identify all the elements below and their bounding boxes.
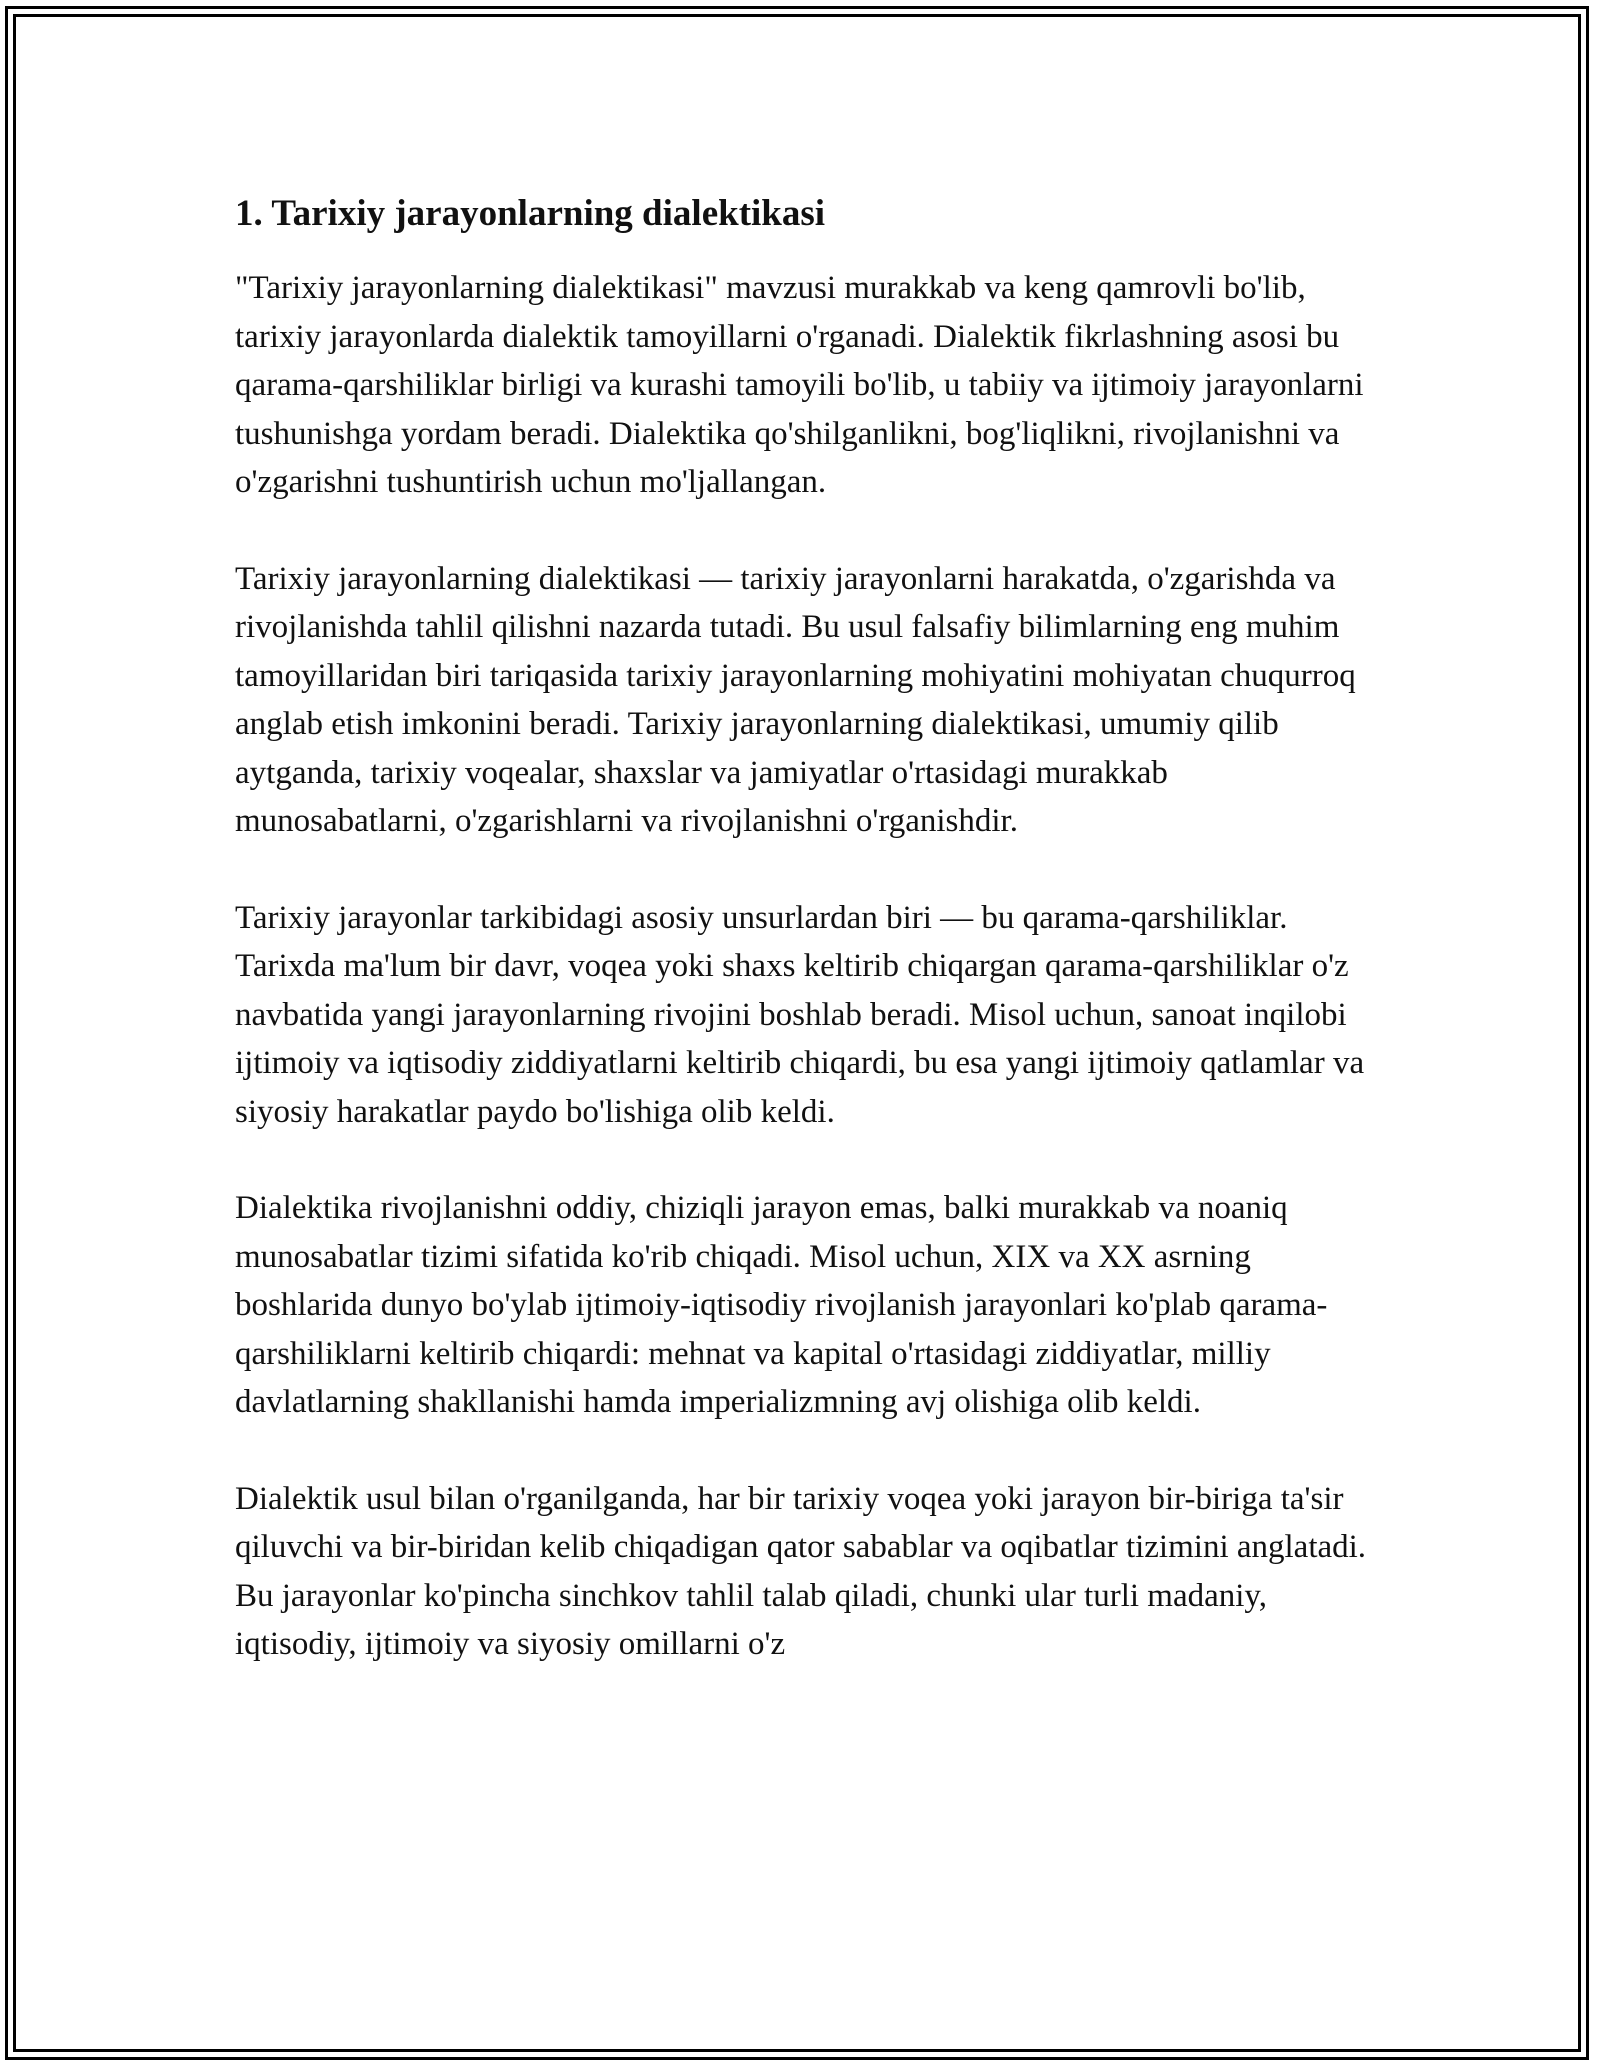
paragraph-2: Tarixiy jarayonlarning dialektikasi — tarixiy jarayonlarni harakatda, o'zgarishda va rivojlanishda tahlil qilishni nazarda tutadi. Bu usul falsafiy bilimlarning eng muhim tamoyillaridan biri tariqasida tarixiy jarayonlarning mohiyatini mohiyatan chuqurroq anglab etish imkonini beradi. Tarixiy jarayonlarning dialektikasi, umumiy qilib aytganda, tarixiy voqealar, shaxslar va jamiyatlar o'rtasidagi murakkab munosabatlarni, o'zgarishlarni va rivojlanishni o'rganishdir. (235, 560, 1356, 839)
document-body (235, 186, 1375, 1717)
paragraph-3: Tarixiy jarayonlar tarkibidagi asosiy unsurlardan biri — bu qarama-qarshiliklar. Tarixda ma'lum bir davr, voqea yoki shaxs keltirib chiqargan qarama-qarshiliklar o'z navbatida yangi jarayonlarning rivojini boshlab beradi. Misol uchun, sanoat inqilobi ijtimoiy va iqtisodiy ziddiyatlarni keltirib chiqardi, bu esa yangi ijtimoiy qatlamlar va siyosiy harakatlar paydo bo'lishiga olib keldi. (235, 899, 1365, 1130)
paragraph-1: "Tarixiy jarayonlarning dialektikasi" mavzusi murakkab va keng qamrovli bo'lib, tarixiy jarayonlarda dialektik tamoyillarni o'rganadi. Dialektik fikrlashning asosi bu qarama-qarshiliklar birligi va kurashi tamoyili bo'lib, u tabiiy va ijtimoiy jarayonlarni tushunishga yordam beradi. Dialektika qo'shilganlikni, bog'liqlikni, rivojlanishni va o'zgarishni tushuntirish uchun mo'ljallangan. (235, 270, 1364, 500)
section-heading: 1. Tarixiy jarayonlarning dialektikasi (235, 193, 826, 234)
paragraph-4: Dialektika rivojlanishni oddiy, chiziqli jarayon emas, balki murakkab va noaniq munosabatlar tizimi sifatida ko'rib chiqadi. Misol uchun, XIX va XX asrning boshlarida dunyo bo'ylab ijtimoiy-iqtisodiy rivojlanish jarayonlari ko'plab qarama-qarshiliklarni keltirib chiqardi: mehnat va kapital o'rtasidagi ziddiyatlar, milliy davlatlarning shakllanishi hamda imperializmning avj olishiga olib keldi. (235, 1190, 1328, 1420)
paragraph-5: Dialektik usul bilan o'rganilganda, har bir tarixiy voqea yoki jarayon bir-biriga ta'sir qiluvchi va bir-biridan kelib chiqadigan qator sabablar va oqibatlar tizimini anglatadi. Bu jarayonlar ko'pincha sinchkov tahlil talab qiladi, chunki ular turli madaniy, iqtisodiy, ijtimoiy va siyosiy omillarni o'z (235, 1480, 1367, 1662)
